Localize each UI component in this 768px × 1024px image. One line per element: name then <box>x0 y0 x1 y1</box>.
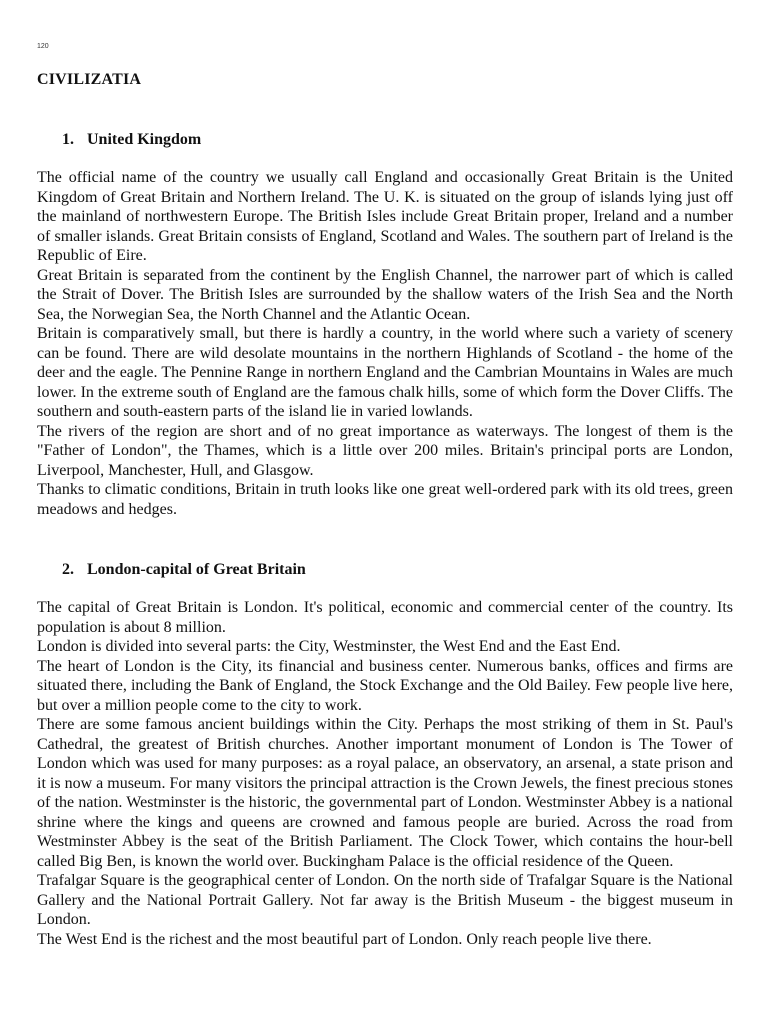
paragraph: London is divided into several parts: the City, Westminster, the West End and the East End. <box>37 638 621 655</box>
page-number: 120 <box>37 43 49 50</box>
paragraph: Britain is comparatively small, but there is hardly a country, in the world where such a variety of scenery can be found. There are wild desolate mountains in the northern Highlands of Scotland - the home of the deer and the eagle. The Pennine Range in northern England and the Cambrian Mountains in Wales are much lower. In the extreme south of England are the famous chalk hills, some of which form the Dover Cliffs. The southern and south-eastern parts of the island lie in varied lowlands. <box>37 325 733 420</box>
paragraph: There are some famous ancient buildings within the City. Perhaps the most striking of them in St. Paul's Cathedral, the greatest of British churches. Another important monument of London is The Tower of London which was used for many purposes: as a royal palace, an observatory, an arsenal, a state prison and it is now a museum. For many visitors the principal attraction is the Crown Jewels, the finest precious stones of the nation. Westminster is the historic, the governmental part of London. Westminster Abbey is a national shrine where the kings and queens are crowned and famous people are buried. Across the road from Westminster Abbey is the seat of the British Parliament. The Clock Tower, which contains the hour-bell called Big Ben, is known the world over. Buckingham Palace is the official residence of the Queen. <box>37 716 733 870</box>
paragraph: The heart of London is the City, its financial and business center. Numerous banks, offices and firms are situated there, including the Bank of England, the Stock Exchange and the Old Bailey. Few people live here, but over a million people come to the city to work. <box>37 657 733 714</box>
paragraph: Thanks to climatic conditions, Britain in truth looks like one great well-ordered park with its old trees, green meadows and hedges. <box>37 481 733 518</box>
section-body-united-kingdom <box>37 168 733 519</box>
section-body-london <box>37 598 733 949</box>
section-number: 1. <box>62 131 74 148</box>
paragraph: The West End is the richest and the most beautiful part of London. Only reach people live there. <box>37 930 652 948</box>
section-heading-london <box>62 561 306 579</box>
section-title: United Kingdom <box>87 131 202 148</box>
section-heading-united-kingdom <box>62 131 201 149</box>
section-title: London-capital of Great Britain <box>87 561 306 578</box>
paragraph: The capital of Great Britain is London. It's political, economic and commercial center of the country. Its population is about 8 million. <box>37 599 733 636</box>
paragraph: Trafalgar Square is the geographical center of London. On the north side of Trafalgar Square is the National Gallery and the National Portrait Gallery. Not far away is the British Museum - the biggest museum in London. <box>37 872 733 928</box>
paragraph: The official name of the country we usually call England and occasionally Great Britain is the United Kingdom of Great Britain and Northern Ireland. The U. K. is situated on the group of islands lying just off the mainland of northwestern Europe. The British Isles include Great Britain proper, Ireland and a number of smaller islands. Great Britain consists of England, Scotland and Wales. The southern part of Ireland is the Republic of Eire. <box>37 169 733 264</box>
paragraph: The rivers of the region are short and of no great importance as waterways. The longest of them is the "Father of London", the Thames, which is a little over 200 miles. Britain's principal ports are London, Liverpool, Manchester, Hull, and Glasgow. <box>37 422 733 479</box>
document-title: CIVILIZATIA <box>37 71 142 88</box>
paragraph: Great Britain is separated from the continent by the English Channel, the narrower part of which is called the Strait of Dover. The British Isles are surrounded by the shallow waters of the Irish Sea and the North Sea, the Norwegian Sea, the North Channel and the Atlantic Ocean. <box>37 266 733 323</box>
section-number: 2. <box>62 561 74 578</box>
